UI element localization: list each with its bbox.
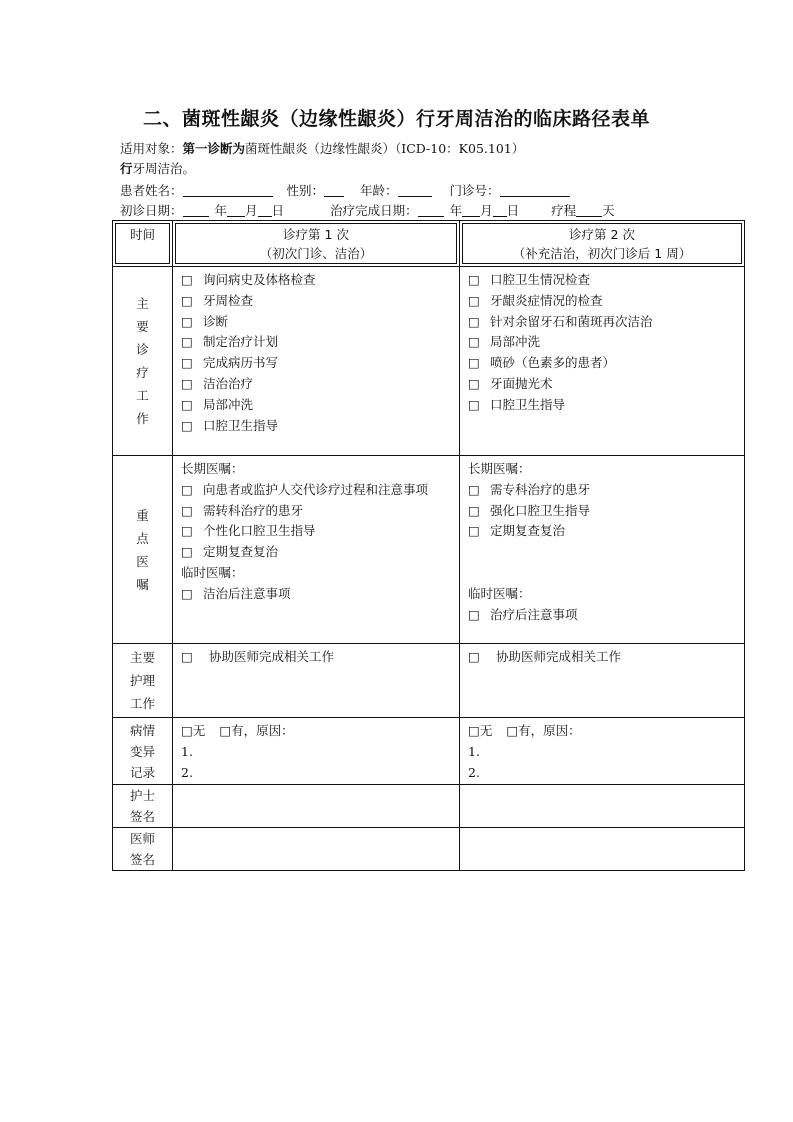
done-year-field[interactable]	[418, 204, 444, 217]
nurse-signature-visit-2[interactable]	[460, 785, 745, 828]
checklist-item[interactable]: □ 口腔卫生情况检查	[468, 270, 736, 291]
checkbox-icon[interactable]: □	[181, 272, 193, 287]
checkbox-icon[interactable]: □	[181, 292, 193, 308]
checklist-item[interactable]: □ 牙周检查	[181, 291, 451, 312]
checklist-item[interactable]: □ 询问病史及体格检查	[181, 270, 451, 291]
checklist-item[interactable]: □ 口腔卫生指导	[468, 395, 736, 416]
age-field[interactable]	[398, 184, 432, 197]
checkbox-icon[interactable]: □	[468, 606, 480, 622]
done-day-field[interactable]	[493, 204, 507, 217]
page-title: 二、菌斑性龈炎（边缘性龈炎）行牙周洁治的临床路径表单	[142, 108, 650, 130]
checkbox-icon[interactable]: □	[506, 723, 519, 738]
orders-visit-2	[460, 456, 745, 644]
checkbox-icon[interactable]: □	[181, 502, 193, 518]
nurse-signature-label: 护士 签名	[113, 785, 173, 828]
checkbox-icon[interactable]: □	[468, 313, 480, 329]
checklist-item[interactable]: □ 洁治后注意事项	[181, 584, 451, 605]
checkbox-icon[interactable]: □	[468, 272, 480, 287]
variation-reason-1[interactable]: 1.	[468, 743, 480, 759]
checklist-item[interactable]: □ 制定治疗计划	[181, 332, 451, 353]
variation-visit-1	[173, 718, 460, 785]
orders-label: 重 点 医 嘱	[113, 456, 173, 644]
checklist-item[interactable]: □ 需专科治疗的患牙	[468, 480, 736, 501]
checklist-item[interactable]: □ 向患者或监护人交代诊疗过程和注意事项	[181, 480, 451, 501]
variation-reason-1[interactable]: 1.	[181, 743, 193, 759]
sex-field[interactable]	[324, 184, 344, 197]
checkbox-icon[interactable]: □	[181, 585, 193, 601]
main-work-row	[113, 267, 745, 456]
checkbox-icon[interactable]: □	[468, 649, 480, 664]
course-label: 疗程	[551, 203, 577, 218]
variation-none: 无	[479, 723, 493, 738]
variation-reason-2[interactable]: 2.	[181, 764, 193, 780]
temporary-orders-label: 临时医嘱：	[468, 585, 531, 601]
checkbox-icon[interactable]: □	[468, 523, 480, 539]
orders-visit-1	[173, 456, 460, 644]
first-day-field[interactable]	[258, 204, 272, 217]
checkbox-icon[interactable]: □	[181, 523, 193, 539]
visit-1-header: 诊疗第 1 次 （初次门诊、洁治）	[175, 223, 457, 264]
checklist-item[interactable]: □ 个性化口腔卫生指导	[181, 521, 451, 542]
checklist-item[interactable]: □ 局部冲洗	[468, 332, 736, 353]
header-row	[113, 221, 745, 267]
patient-name-label: 患者姓名：	[120, 183, 183, 198]
doctor-signature-visit-1[interactable]	[173, 828, 460, 871]
scope-line-2: 行牙周洁治。	[120, 161, 196, 176]
dates-line: 初诊日期： 年 月 日 治疗完成日期： 年 月 日 疗程 天	[120, 203, 615, 218]
checkbox-icon[interactable]: □	[468, 355, 480, 371]
long-term-orders-label: 长期医嘱：	[181, 461, 244, 476]
checklist-item[interactable]: □ 需转科治疗的患牙	[181, 501, 451, 522]
checklist-item[interactable]: □ 局部冲洗	[181, 395, 451, 416]
age-label: 年龄：	[360, 183, 398, 198]
orders-row	[113, 456, 745, 644]
checklist-item[interactable]: □ 协助医师完成相关工作	[468, 647, 736, 668]
patient-name-field[interactable]	[183, 184, 273, 197]
checklist-item[interactable]: □ 喷砂（色素多的患者）	[468, 353, 736, 374]
variation-row	[113, 718, 745, 785]
checkbox-icon[interactable]: □	[219, 723, 232, 738]
nursing-visit-1	[173, 644, 460, 718]
checklist-item[interactable]: □ 牙龈炎症情况的检查	[468, 291, 736, 312]
checklist-item[interactable]: □ 针对余留牙石和菌斑再次洁治	[468, 312, 736, 333]
main-work-visit-1	[173, 267, 460, 456]
checkbox-icon[interactable]: □	[181, 544, 193, 560]
checklist-item[interactable]: □ 诊断	[181, 312, 451, 333]
variation-reason-2[interactable]: 2.	[468, 764, 480, 780]
checklist-item[interactable]: □ 牙面抛光术	[468, 374, 736, 395]
checklist-item[interactable]: □ 完成病历书写	[181, 353, 451, 374]
checkbox-icon[interactable]: □	[468, 723, 480, 738]
variation-yes: 有，原因：	[518, 723, 581, 738]
checkbox-icon[interactable]: □	[181, 649, 193, 664]
nursing-row	[113, 644, 745, 718]
main-work-label: 主 要 诊 疗 工 作	[113, 267, 173, 456]
variation-visit-2	[460, 718, 745, 785]
clinic-number-label: 门诊号：	[449, 183, 500, 198]
pathway-table	[112, 220, 745, 871]
nursing-label: 主要 护理 工作	[113, 644, 173, 718]
long-term-orders-label: 长期医嘱：	[468, 461, 531, 476]
checkbox-icon[interactable]: □	[181, 481, 193, 497]
variation-yes: 有，原因：	[231, 723, 294, 738]
checklist-item[interactable]: □ 口腔卫生指导	[181, 416, 451, 437]
checkbox-icon[interactable]: □	[181, 355, 193, 371]
nurse-signature-visit-1[interactable]	[173, 785, 460, 828]
scope-line: 适用对象：第一诊断为菌斑性龈炎（边缘性龈炎）（ICD-10：K05.101）	[120, 141, 525, 156]
checklist-item[interactable]: □ 强化口腔卫生指导	[468, 501, 736, 522]
checkbox-icon[interactable]: □	[468, 375, 480, 391]
first-year-field[interactable]	[183, 204, 209, 217]
checkbox-icon[interactable]: □	[468, 292, 480, 308]
nurse-signature-row	[113, 785, 745, 828]
checkbox-icon[interactable]: □	[468, 481, 480, 497]
checkbox-icon[interactable]: □	[468, 396, 480, 412]
checkbox-icon[interactable]: □	[468, 502, 480, 518]
patient-info-line	[120, 182, 570, 200]
variation-none: 无	[192, 723, 206, 738]
nursing-visit-2	[460, 644, 745, 718]
checklist-item[interactable]: □ 定期复查复治	[468, 521, 736, 542]
checkbox-icon[interactable]: □	[468, 334, 480, 350]
checkbox-icon[interactable]: □	[181, 313, 193, 329]
doctor-signature-label: 医师 签名	[113, 828, 173, 871]
visit-2-header: 诊疗第 2 次 （补充洁治，初次门诊后 1 周）	[462, 223, 742, 264]
checkbox-icon[interactable]: □	[181, 417, 193, 433]
doctor-signature-visit-2[interactable]	[460, 828, 745, 871]
checklist-item[interactable]: □ 治疗后注意事项	[468, 605, 736, 626]
checklist-item[interactable]: □ 洁治治疗	[181, 374, 451, 395]
doctor-signature-row	[113, 828, 745, 871]
checkbox-icon[interactable]: □	[181, 334, 193, 350]
first-visit-label: 初诊日期：	[120, 203, 183, 218]
checkbox-icon[interactable]: □	[181, 375, 193, 391]
main-work-visit-2	[460, 267, 745, 456]
completion-date-label: 治疗完成日期：	[330, 203, 418, 218]
time-header: 时间	[115, 223, 170, 264]
clinic-number-field[interactable]	[500, 184, 570, 197]
sex-label: 性别：	[286, 183, 325, 198]
checkbox-icon[interactable]: □	[181, 396, 193, 412]
checklist-item[interactable]: □ 协助医师完成相关工作	[181, 647, 451, 668]
variation-label: 病情 变异 记录	[113, 718, 173, 785]
first-month-field[interactable]	[227, 204, 245, 217]
course-days-field[interactable]	[576, 204, 602, 217]
checklist-item[interactable]: □ 定期复查复治	[181, 542, 451, 563]
done-month-field[interactable]	[462, 204, 480, 217]
temporary-orders-label: 临时医嘱：	[181, 564, 244, 580]
checkbox-icon[interactable]: □	[181, 723, 193, 738]
